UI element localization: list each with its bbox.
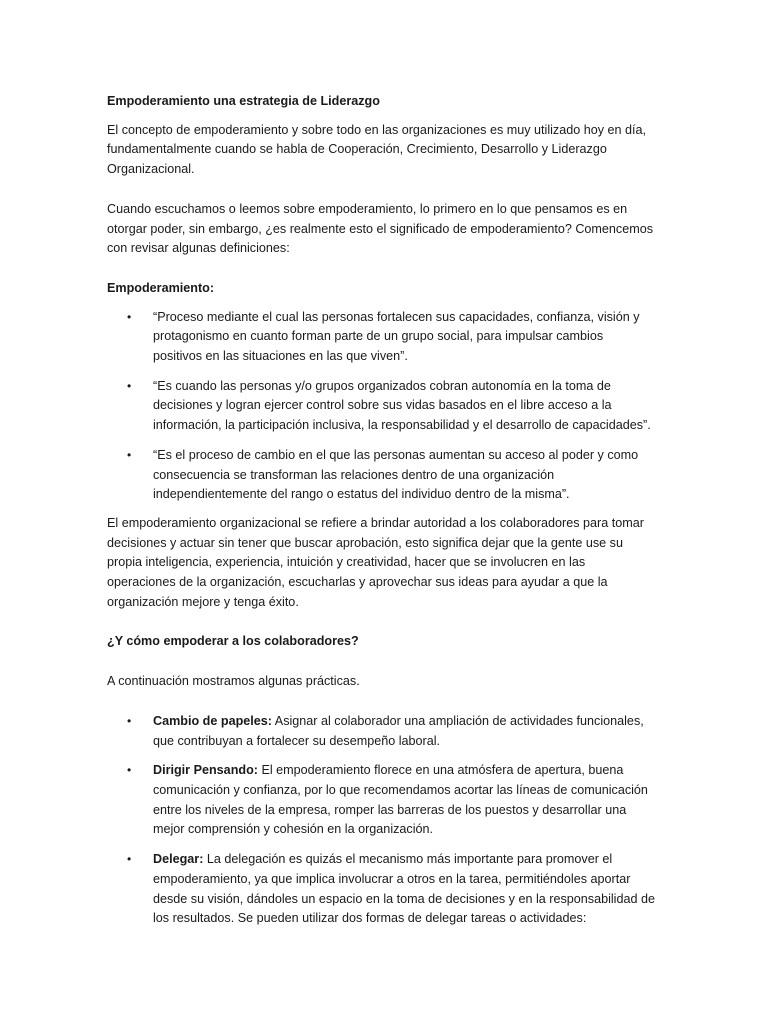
list-item bbox=[107, 308, 655, 367]
bullet-icon: • bbox=[127, 309, 132, 324]
practices-list bbox=[107, 712, 655, 929]
document-page bbox=[107, 92, 655, 938]
definition-text: “Es el proceso de cambio en el que las personas aumentan su acceso al poder y como consecuencia se transforman las relaciones dentro de una organización independientemente del rango o estatus del individuo dentro de la misma”. bbox=[153, 447, 639, 502]
practice-text: El empoderamiento florece en una atmósfera de apertura, buena comunicación y confianza, por lo que recomendamos acortar las líneas de comunicación entre los niveles de la empresa, romper las barreras de los puestos y desarrollar una mejor comprensión y cohesión en la organización. bbox=[153, 763, 648, 837]
practice-lead: Cambio de papeles: bbox=[153, 713, 272, 728]
intro-paragraph-2: Cuando escuchamos o leemos sobre empoderamiento, lo primero en lo que pensamos es en otorgar poder, sin embargo, ¿es realmente esto el significado de empoderamiento? Comencemos con revisar algunas definiciones: bbox=[107, 201, 654, 256]
list-item bbox=[107, 850, 655, 929]
bullet-icon: • bbox=[127, 763, 132, 778]
list-item bbox=[107, 712, 655, 751]
bullet-icon: • bbox=[127, 447, 132, 462]
practice-lead: Dirigir Pensando: bbox=[153, 763, 258, 778]
bullet-icon: • bbox=[127, 713, 132, 728]
question-heading: ¿Y cómo empoderar a los colaboradores? bbox=[107, 634, 359, 649]
list-item bbox=[107, 377, 655, 436]
org-empowerment-paragraph: El empoderamiento organizacional se refiere a brindar autoridad a los colaboradores para tomar decisiones y actuar sin tener que buscar aprobación, esto significa dejar que la gente use su propia inteligencia, experiencia, intuición y creatividad, hacer que se involucren en las operaciones de la organización, escucharlas y aprovechar sus ideas para ayudar a que la organización mejore y tenga éxito. bbox=[107, 515, 644, 609]
definitions-list bbox=[107, 308, 655, 505]
list-item bbox=[107, 446, 655, 505]
practice-text: Asignar al colaborador una ampliación de actividades funcionales, que contribuyan a fortalecer su desempeño laboral. bbox=[153, 713, 644, 748]
practices-intro: A continuación mostramos algunas prácticas. bbox=[107, 674, 360, 689]
definition-text: “Proceso mediante el cual las personas fortalecen sus capacidades, confianza, visión y protagonismo en cuanto forman parte de un grupo social, para impulsar cambios positivos en las situaciones en las que viven”. bbox=[153, 309, 640, 364]
document-title: Empoderamiento una estrategia de Liderazgo bbox=[107, 94, 380, 108]
intro-paragraph-1: El concepto de empoderamiento y sobre todo en las organizaciones es muy utilizado hoy en día, fundamentalmente cuando se habla de Cooperación, Crecimiento, Desarrollo y Liderazgo Organizacional. bbox=[107, 122, 647, 177]
bullet-icon: • bbox=[127, 852, 132, 867]
definition-text: “Es cuando las personas y/o grupos organizados cobran autonomía en la toma de decisiones y logran ejercer control sobre sus vidas basados en el libre acceso a la información, la participación inclusiva, la responsabilidad y el desarrollo de capacidades”. bbox=[153, 378, 651, 433]
practice-text: La delegación es quizás el mecanismo más importante para promover el empoderamiento, ya que implica involucrar a otros en la tarea, permitiéndoles aportar desde su visión, dándoles un espacio en la toma de decisiones y en la responsabilidad de los resultados. Se pueden utilizar dos formas de delegar tareas o actividades: bbox=[153, 852, 655, 926]
definitions-heading: Empoderamiento: bbox=[107, 280, 215, 295]
bullet-icon: • bbox=[127, 378, 132, 393]
practice-lead: Delegar: bbox=[153, 852, 204, 867]
list-item bbox=[107, 761, 655, 840]
